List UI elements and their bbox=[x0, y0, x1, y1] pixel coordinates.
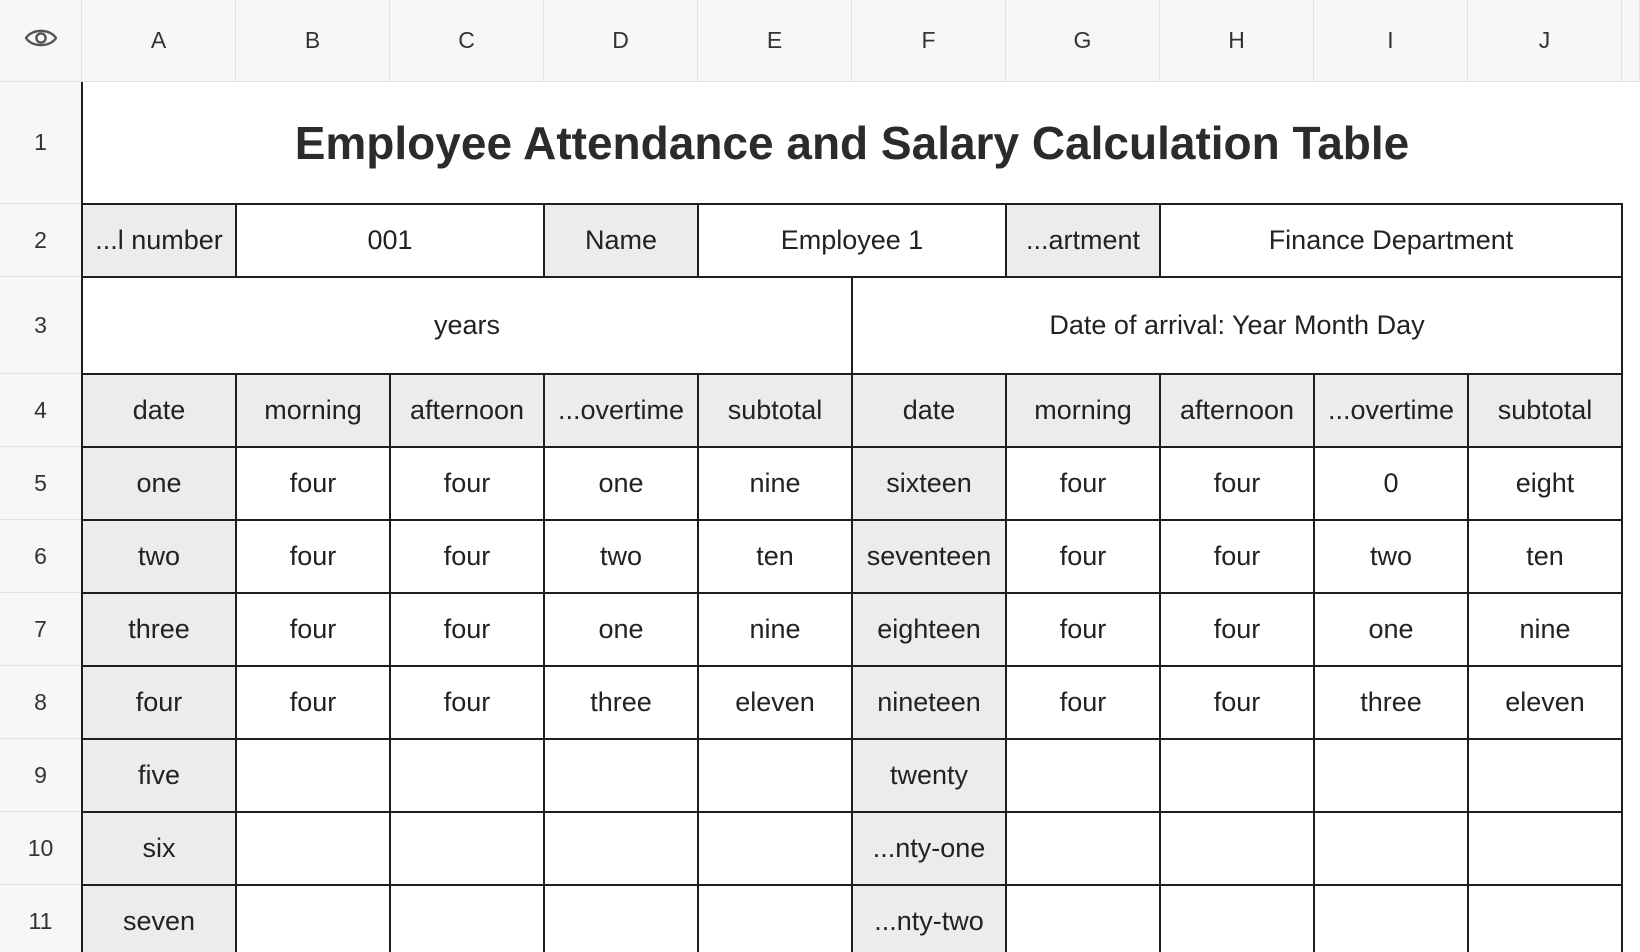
cell-i6[interactable]: two bbox=[1314, 520, 1468, 593]
table-header-d[interactable]: ...overtime bbox=[544, 374, 698, 447]
border-line bbox=[82, 373, 1623, 375]
cell-f8[interactable]: nineteen bbox=[852, 666, 1006, 739]
department-label[interactable]: ...artment bbox=[1006, 204, 1160, 277]
border-line bbox=[82, 276, 1623, 278]
cell-a6[interactable]: two bbox=[82, 520, 236, 593]
cell-i10[interactable] bbox=[1314, 812, 1468, 885]
row-header-8[interactable]: 8 bbox=[0, 666, 82, 739]
table-header-f[interactable]: date bbox=[852, 374, 1006, 447]
cell-b5[interactable]: four bbox=[236, 447, 390, 520]
cell-h8[interactable]: four bbox=[1160, 666, 1314, 739]
row-header-2[interactable]: 2 bbox=[0, 204, 82, 277]
cell-a7[interactable]: three bbox=[82, 593, 236, 666]
border-line bbox=[543, 204, 545, 277]
cell-e5[interactable]: nine bbox=[698, 447, 852, 520]
cell-e10[interactable] bbox=[698, 812, 852, 885]
name-label[interactable]: Name bbox=[544, 204, 698, 277]
border-line bbox=[697, 374, 699, 952]
row-header-10[interactable]: 10 bbox=[0, 812, 82, 885]
column-header-j[interactable]: J bbox=[1468, 0, 1622, 82]
name-value[interactable]: Employee 1 bbox=[698, 204, 1006, 277]
cell-f11[interactable]: ...nty-two bbox=[852, 885, 1006, 952]
cell-h9[interactable] bbox=[1160, 739, 1314, 812]
cell-j8[interactable]: eleven bbox=[1468, 666, 1622, 739]
cell-g7[interactable]: four bbox=[1006, 593, 1160, 666]
column-header-a[interactable]: A bbox=[82, 0, 236, 82]
cell-a5[interactable]: one bbox=[82, 447, 236, 520]
cell-d9[interactable] bbox=[544, 739, 698, 812]
cell-h5[interactable]: four bbox=[1160, 447, 1314, 520]
cell-j9[interactable] bbox=[1468, 739, 1622, 812]
cell-i5[interactable]: 0 bbox=[1314, 447, 1468, 520]
cell-b9[interactable] bbox=[236, 739, 390, 812]
cell-j5[interactable]: eight bbox=[1468, 447, 1622, 520]
row-header-4[interactable]: 4 bbox=[0, 374, 82, 447]
border-line bbox=[82, 592, 1623, 594]
border-line bbox=[389, 374, 391, 952]
sheet-title[interactable]: Employee Attendance and Salary Calculation Table bbox=[82, 82, 1622, 204]
border-line bbox=[1621, 204, 1623, 952]
cell-a10[interactable]: six bbox=[82, 812, 236, 885]
employee-number-label[interactable]: ...l number bbox=[82, 204, 236, 277]
cell-e9[interactable] bbox=[698, 739, 852, 812]
cell-h11[interactable] bbox=[1160, 885, 1314, 952]
cell-f6[interactable]: seventeen bbox=[852, 520, 1006, 593]
border-line bbox=[851, 374, 853, 952]
row-header-9[interactable]: 9 bbox=[0, 739, 82, 812]
cell-f9[interactable]: twenty bbox=[852, 739, 1006, 812]
border-line bbox=[235, 374, 237, 952]
table-header-j[interactable]: subtotal bbox=[1468, 374, 1622, 447]
border-line bbox=[81, 82, 83, 952]
cell-h10[interactable] bbox=[1160, 812, 1314, 885]
column-header-g[interactable]: G bbox=[1006, 0, 1160, 82]
cell-e8[interactable]: eleven bbox=[698, 666, 852, 739]
cell-e11[interactable] bbox=[698, 885, 852, 952]
row-header-6[interactable]: 6 bbox=[0, 520, 82, 593]
cell-d11[interactable] bbox=[544, 885, 698, 952]
column-header-d[interactable]: D bbox=[544, 0, 698, 82]
cell-c6[interactable]: four bbox=[390, 520, 544, 593]
cell-d6[interactable]: two bbox=[544, 520, 698, 593]
cell-a8[interactable]: four bbox=[82, 666, 236, 739]
cell-h6[interactable]: four bbox=[1160, 520, 1314, 593]
table-header-a[interactable]: date bbox=[82, 374, 236, 447]
eye-icon[interactable] bbox=[24, 27, 58, 54]
cell-j11[interactable] bbox=[1468, 885, 1622, 952]
border-line bbox=[697, 204, 699, 277]
border-line bbox=[82, 446, 1623, 448]
cell-e6[interactable]: ten bbox=[698, 520, 852, 593]
cell-i8[interactable]: three bbox=[1314, 666, 1468, 739]
cell-b6[interactable]: four bbox=[236, 520, 390, 593]
column-header-b[interactable]: B bbox=[236, 0, 390, 82]
cell-g10[interactable] bbox=[1006, 812, 1160, 885]
column-header-c[interactable]: C bbox=[390, 0, 544, 82]
cell-d5[interactable]: one bbox=[544, 447, 698, 520]
cell-d7[interactable]: one bbox=[544, 593, 698, 666]
border-line bbox=[82, 665, 1623, 667]
cell-d10[interactable] bbox=[544, 812, 698, 885]
cell-d8[interactable]: three bbox=[544, 666, 698, 739]
cell-c10[interactable] bbox=[390, 812, 544, 885]
column-header-e[interactable]: E bbox=[698, 0, 852, 82]
border-line bbox=[1313, 374, 1315, 952]
border-line bbox=[82, 811, 1623, 813]
border-line bbox=[1005, 204, 1007, 277]
border-line bbox=[82, 738, 1623, 740]
cell-i9[interactable] bbox=[1314, 739, 1468, 812]
border-line bbox=[235, 204, 237, 277]
border-line bbox=[82, 884, 1623, 886]
border-line bbox=[543, 374, 545, 952]
border-line bbox=[82, 519, 1623, 521]
table-header-i[interactable]: ...overtime bbox=[1314, 374, 1468, 447]
border-line bbox=[1467, 374, 1469, 952]
date-of-arrival-cell[interactable]: Date of arrival: Year Month Day bbox=[852, 277, 1622, 374]
cell-g6[interactable]: four bbox=[1006, 520, 1160, 593]
cell-b10[interactable] bbox=[236, 812, 390, 885]
cell-j6[interactable]: ten bbox=[1468, 520, 1622, 593]
row-header-11[interactable]: 11 bbox=[0, 885, 82, 952]
department-value[interactable]: Finance Department bbox=[1160, 204, 1622, 277]
row-header-3[interactable]: 3 bbox=[0, 277, 82, 374]
cell-g8[interactable]: four bbox=[1006, 666, 1160, 739]
cell-g9[interactable] bbox=[1006, 739, 1160, 812]
cell-b11[interactable] bbox=[236, 885, 390, 952]
cell-h7[interactable]: four bbox=[1160, 593, 1314, 666]
table-header-h[interactable]: afternoon bbox=[1160, 374, 1314, 447]
column-header-filler bbox=[1622, 0, 1640, 82]
cell-a11[interactable]: seven bbox=[82, 885, 236, 952]
cell-i11[interactable] bbox=[1314, 885, 1468, 952]
cell-g11[interactable] bbox=[1006, 885, 1160, 952]
cell-f7[interactable]: eighteen bbox=[852, 593, 1006, 666]
row-header-1[interactable]: 1 bbox=[0, 82, 82, 204]
column-header-i[interactable]: I bbox=[1314, 0, 1468, 82]
column-header-f[interactable]: F bbox=[852, 0, 1006, 82]
border-line bbox=[1159, 374, 1161, 952]
cell-c11[interactable] bbox=[390, 885, 544, 952]
table-header-e[interactable]: subtotal bbox=[698, 374, 852, 447]
column-header-h[interactable]: H bbox=[1160, 0, 1314, 82]
cell-c9[interactable] bbox=[390, 739, 544, 812]
table-header-c[interactable]: afternoon bbox=[390, 374, 544, 447]
row-header-7[interactable]: 7 bbox=[0, 593, 82, 666]
cell-c7[interactable]: four bbox=[390, 593, 544, 666]
cell-g5[interactable]: four bbox=[1006, 447, 1160, 520]
cell-j10[interactable] bbox=[1468, 812, 1622, 885]
cell-e7[interactable]: nine bbox=[698, 593, 852, 666]
employee-number-value[interactable]: 001 bbox=[236, 204, 544, 277]
cell-i7[interactable]: one bbox=[1314, 593, 1468, 666]
row-header-5[interactable]: 5 bbox=[0, 447, 82, 520]
cell-f10[interactable]: ...nty-one bbox=[852, 812, 1006, 885]
cell-c8[interactable]: four bbox=[390, 666, 544, 739]
border-line bbox=[1159, 204, 1161, 277]
select-all-corner[interactable] bbox=[0, 0, 82, 82]
border-line bbox=[82, 203, 1623, 205]
cell-c5[interactable]: four bbox=[390, 447, 544, 520]
years-cell[interactable]: years bbox=[82, 277, 852, 374]
table-header-b[interactable]: morning bbox=[236, 374, 390, 447]
table-header-g[interactable]: morning bbox=[1006, 374, 1160, 447]
cell-b8[interactable]: four bbox=[236, 666, 390, 739]
cell-j7[interactable]: nine bbox=[1468, 593, 1622, 666]
cell-f5[interactable]: sixteen bbox=[852, 447, 1006, 520]
cell-a9[interactable]: five bbox=[82, 739, 236, 812]
border-line bbox=[1005, 374, 1007, 952]
border-line bbox=[851, 277, 853, 374]
cell-b7[interactable]: four bbox=[236, 593, 390, 666]
